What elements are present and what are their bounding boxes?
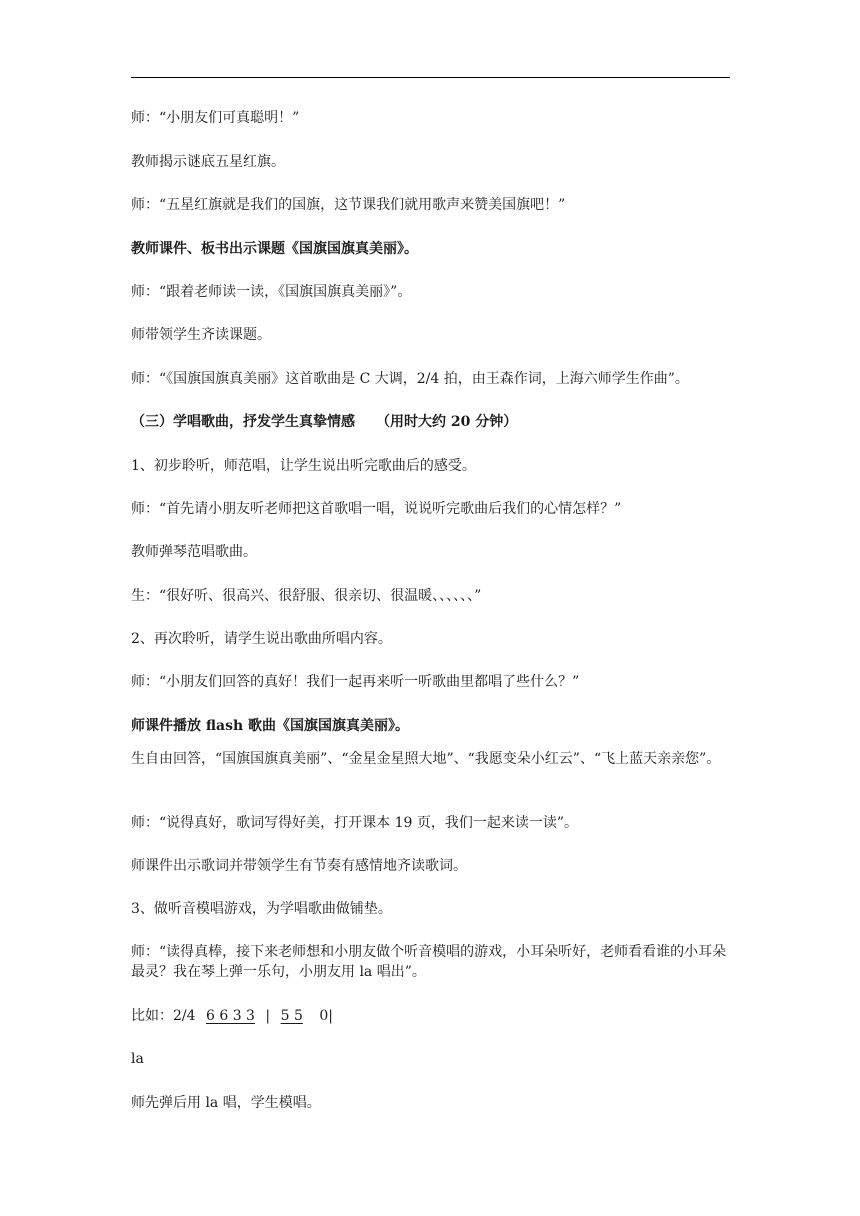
paragraph-9: 1、初步聆听，师范唱，让学生说出听完歌曲后的感受。 — [131, 458, 476, 474]
notation-prefix: 比如：2/4 — [131, 1008, 196, 1024]
notation-group-2: 5 5 — [280, 1008, 303, 1024]
paragraph-2: 教师揭示谜底五星红旗。 — [131, 154, 285, 170]
header-rule — [131, 77, 730, 78]
paragraph-15-heading: 师课件播放 flash 歌曲《国旗国旗真美丽》。 — [131, 718, 410, 734]
paragraph-18: 师课件出示歌词并带领学生有节奏有感情地齐读歌词。 — [131, 858, 467, 874]
notation-line — [131, 1006, 730, 1026]
notation-barline: | — [265, 1008, 271, 1024]
paragraph-16: 生自由回答，“国旗国旗真美丽”、“金星金星照大地”、“我愿变朵小红云”、“飞上蓝天亲亲您”。 — [131, 751, 721, 767]
notation-group-1: 6 6 3 3 — [205, 1008, 255, 1024]
paragraph-5: 师：“跟着老师读一读，《国旗国旗真美丽》”。 — [131, 284, 412, 300]
paragraph-13: 2、再次聆听，请学生说出歌曲所唱内容。 — [131, 631, 392, 647]
paragraph-last: 师先弹后用 la 唱，学生模唱。 — [131, 1095, 321, 1111]
paragraph-6: 师带领学生齐读课题。 — [131, 327, 271, 343]
paragraph-19: 3、做听音模唱游戏，为学唱歌曲做铺垫。 — [131, 901, 392, 917]
syllable-line: la — [131, 1051, 144, 1067]
paragraph-7: 师：“《国旗国旗真美丽》这首歌曲是 C 大调，2/4 拍，由王森作词，上海六师学生作曲”。 — [131, 371, 689, 387]
paragraph-1: 师：“小朋友们可真聪明！” — [131, 110, 300, 126]
paragraph-3: 师：“五星红旗就是我们的国旗，这节课我们就用歌声来赞美国旗吧！” — [131, 197, 566, 213]
paragraph-14: 师：“小朋友们回答的真好！我们一起再来听一听歌曲里都唱了些什么？” — [131, 674, 580, 690]
paragraph-12: 生：“很好听、很高兴、很舒服、很亲切、很温暖、、、、、、” — [131, 588, 482, 604]
paragraph-4-heading: 教师课件、板书出示课题《国旗国旗真美丽》。 — [131, 241, 418, 257]
paragraph-10: 师：“首先请小朋友听老师把这首歌唱一唱，说说听完歌曲后我们的心情怎样？” — [131, 501, 622, 517]
section-heading: （三）学唱歌曲，抒发学生真挚情感 （用时大约 20 分钟） — [131, 414, 518, 430]
paragraph-20: 师：“读得真棒，接下来老师想和小朋友做个听音模唱的游戏，小耳朵听好，老师看看谁的小耳朵最灵？我在琴上弹一乐句，小朋友用 la 唱出”。 — [131, 944, 727, 980]
paragraph-17: 师：“说得真好，歌词写得好美，打开课本 19 页，我们一起来读一读”。 — [131, 815, 579, 831]
notation-end: 0| — [319, 1008, 333, 1024]
paragraph-11: 教师弹琴范唱歌曲。 — [131, 544, 257, 560]
